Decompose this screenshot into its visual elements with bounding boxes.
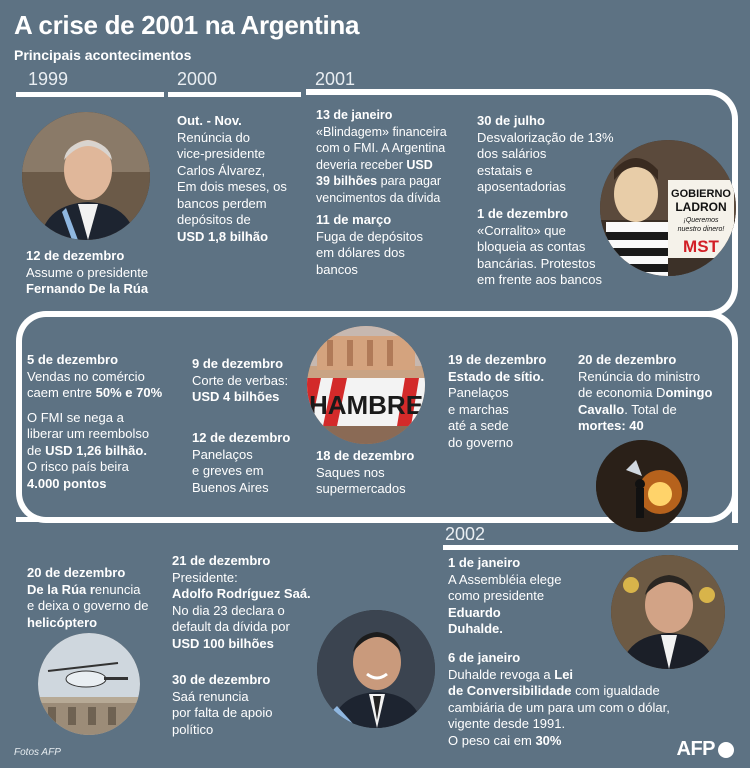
afp-logo-dot bbox=[718, 742, 734, 758]
event-text: cambiária de um para um com o dólar, bbox=[448, 699, 670, 715]
event-date: 19 de dezembro bbox=[448, 352, 547, 367]
event-text: caem entre bbox=[27, 385, 96, 400]
event-text: Panelaços bbox=[192, 446, 253, 462]
event-2001-12-19 bbox=[448, 352, 570, 451]
event-date: 1 de dezembro bbox=[477, 206, 569, 221]
event-2002-01-06 bbox=[448, 650, 728, 749]
event-text: do governo bbox=[448, 434, 514, 450]
event-2001-07-30 bbox=[477, 113, 637, 196]
event-text: Estado de sítio. bbox=[448, 368, 545, 384]
year-line-2000 bbox=[168, 92, 301, 97]
event-text-bold: USD 1,26 bilhão. bbox=[45, 442, 147, 458]
event-text: vencimentos da dívida bbox=[316, 190, 441, 205]
event-text: político bbox=[172, 721, 214, 737]
event-text: mortes: 40 bbox=[578, 418, 644, 433]
event-text: USD 1,8 bilhão bbox=[177, 228, 269, 244]
event-text: Saá renuncia bbox=[172, 688, 249, 704]
event-2001-12-09 bbox=[192, 356, 310, 406]
event-text: enuncia bbox=[94, 581, 141, 597]
event-1999-12-12 bbox=[26, 248, 186, 298]
event-date: 11 de março bbox=[316, 212, 392, 227]
event-text: 4.000 pontos bbox=[27, 475, 107, 491]
afp-logo-text: AFP bbox=[676, 738, 715, 760]
event-date: 12 de dezembro bbox=[192, 430, 291, 445]
event-text: dos salários bbox=[477, 146, 547, 161]
year-2000: 2000 bbox=[177, 69, 218, 89]
event-text: Desvalorização de 13% bbox=[477, 129, 614, 145]
event-text: por falta de apoio bbox=[172, 705, 273, 720]
event-2001-12-18 bbox=[316, 448, 441, 498]
event-text: Carlos Álvarez, bbox=[177, 162, 266, 178]
event-2001-12-30 bbox=[172, 672, 312, 738]
event-date: 5 de dezembro bbox=[27, 352, 119, 367]
event-text-bold: Cavallo bbox=[578, 401, 625, 417]
event-text: Vendas no comércio bbox=[27, 368, 145, 384]
photo-rodriguez-saa bbox=[317, 610, 435, 728]
protest-sign-text-5: MST bbox=[683, 237, 719, 256]
event-date: 9 de dezembro bbox=[192, 356, 284, 371]
photo-riot-fire bbox=[596, 440, 688, 532]
event-text: Adolfo Rodríguez Saá. bbox=[172, 586, 311, 601]
event-2001-12-20-cavallo bbox=[578, 352, 738, 435]
event-text: default da dívida por bbox=[172, 619, 290, 634]
event-text-bold: omingo bbox=[665, 385, 713, 400]
year-line-1999 bbox=[16, 92, 164, 97]
page-subtitle: Principais acontecimentos bbox=[14, 47, 192, 63]
event-text: até a sede bbox=[448, 418, 509, 433]
event-text: USD 4 bilhões bbox=[192, 389, 280, 404]
event-text: e greves em bbox=[192, 463, 264, 478]
event-text: No dia 23 declara o bbox=[172, 602, 285, 618]
event-text: para pagar bbox=[377, 174, 442, 188]
event-text: com igualdade bbox=[571, 683, 660, 698]
event-text: Assume o presidente bbox=[26, 264, 149, 280]
event-text: A Assembléia elege bbox=[448, 571, 562, 587]
event-text: helicóptero bbox=[27, 614, 98, 630]
event-text: Fuga de depósitos bbox=[316, 228, 423, 244]
event-date: 20 de dezembro bbox=[27, 565, 126, 580]
event-text: Presidente: bbox=[172, 569, 238, 585]
event-text: bloqueia as contas bbox=[477, 239, 586, 254]
event-text: de economia D bbox=[578, 385, 666, 400]
event-text: bancárias. Protestos bbox=[477, 255, 596, 271]
event-text: de bbox=[27, 442, 46, 458]
event-text: estatais e bbox=[477, 162, 533, 178]
event-date: Out. - Nov. bbox=[177, 113, 242, 128]
event-2001-01-13 bbox=[316, 107, 476, 206]
event-date: 20 de dezembro bbox=[578, 352, 677, 367]
event-text-bold: Lei bbox=[554, 666, 574, 682]
photo-credit: Fotos AFP bbox=[14, 747, 61, 758]
event-text: depósitos de bbox=[177, 212, 251, 227]
event-text: deveria receber bbox=[316, 157, 407, 172]
photo-rodriguez-saa-image bbox=[317, 610, 435, 728]
protest-sign-text-2: LADRON bbox=[675, 200, 727, 214]
event-date: 30 de julho bbox=[477, 113, 545, 128]
event-text-bold: 39 bilhões bbox=[316, 174, 378, 188]
event-text: «Blindagem» financeira bbox=[316, 124, 447, 139]
event-text: Corte de verbas: bbox=[192, 372, 289, 388]
hambre-text: HAMBRE bbox=[308, 390, 424, 420]
event-2001-12-01 bbox=[477, 206, 627, 289]
event-text: Duhalde revoga a bbox=[448, 666, 555, 682]
event-text: Buenos Aires bbox=[192, 479, 269, 495]
event-text-bold: USD bbox=[406, 157, 433, 172]
event-date: 13 de janeiro bbox=[316, 108, 393, 122]
event-text: e deixa o governo de bbox=[27, 598, 149, 613]
event-date: 30 de dezembro bbox=[172, 672, 271, 687]
year-2001: 2001 bbox=[315, 69, 356, 89]
event-2001-12-12 bbox=[192, 430, 310, 496]
protest-sign-text-3: ¡Queremos bbox=[683, 217, 719, 224]
event-text: USD 100 bilhões bbox=[172, 635, 274, 651]
event-2001-12-21 bbox=[172, 553, 332, 652]
event-text: em frente aos bancos bbox=[477, 272, 603, 287]
photo-helicopter-image bbox=[38, 633, 140, 735]
protest-sign-text-1: GOBIERNO bbox=[671, 188, 731, 200]
photo-helicopter bbox=[38, 633, 140, 735]
event-text: Renúncia do bbox=[177, 129, 250, 145]
event-text: Eduardo bbox=[448, 604, 501, 620]
event-2001-03-11 bbox=[316, 212, 466, 278]
event-text: Panelaços bbox=[448, 385, 509, 400]
event-text: bancos perdem bbox=[177, 195, 267, 211]
event-text: vice-presidente bbox=[177, 146, 266, 161]
event-date: 12 de dezembro bbox=[26, 248, 125, 263]
event-text: «Corralito» que bbox=[477, 222, 566, 238]
year-1999: 1999 bbox=[28, 69, 69, 89]
photo-hambre-banner bbox=[307, 326, 425, 444]
timeline-segment-5 bbox=[16, 517, 426, 522]
year-line-2002 bbox=[443, 545, 738, 550]
event-date: 18 de dezembro bbox=[316, 448, 415, 463]
year-2002: 2002 bbox=[445, 524, 486, 544]
photo-de-la-rua bbox=[22, 112, 150, 240]
event-text: supermercados bbox=[316, 481, 406, 496]
event-text: Duhalde. bbox=[448, 621, 503, 636]
event-text: O peso cai em bbox=[448, 732, 536, 748]
event-date: 21 de dezembro bbox=[172, 553, 271, 568]
event-text: Fernando De la Rúa bbox=[26, 281, 149, 296]
event-text: Em dois meses, os bbox=[177, 179, 287, 194]
event-2001-12-05 bbox=[27, 352, 187, 492]
afp-logo bbox=[677, 738, 735, 761]
event-2000-out-nov bbox=[177, 113, 307, 245]
event-text: liberar um reembolso bbox=[27, 426, 150, 441]
protest-sign-text-4: nuestro dinero! bbox=[677, 226, 725, 233]
event-text: e marchas bbox=[448, 401, 509, 417]
photo-riot-image bbox=[596, 440, 688, 532]
event-date: 6 de janeiro bbox=[448, 650, 521, 665]
event-text: Saques nos bbox=[316, 464, 385, 480]
event-text: em dólares dos bbox=[316, 245, 405, 260]
event-text: bancos bbox=[316, 261, 358, 277]
event-text: aposentadorias bbox=[477, 179, 566, 194]
event-text: vigente desde 1991. bbox=[448, 716, 566, 731]
event-text-bold: 50% e 70% bbox=[95, 385, 163, 400]
event-text: O risco país beira bbox=[27, 459, 129, 474]
event-text-bold: De la Rúa r bbox=[27, 581, 95, 597]
event-text: com o FMI. A Argentina bbox=[316, 141, 446, 155]
event-2001-12-20-de-la-rua bbox=[27, 565, 167, 631]
photo-de-la-rua-image bbox=[22, 112, 150, 240]
page-title: A crise de 2001 na Argentina bbox=[14, 10, 360, 40]
event-text: Renúncia do ministro bbox=[578, 368, 701, 384]
event-text-bold: 30% bbox=[535, 732, 562, 748]
event-text: como presidente bbox=[448, 588, 545, 603]
event-text: . Total de bbox=[624, 401, 677, 417]
photo-hambre-image bbox=[307, 326, 425, 444]
event-text: O FMI se nega a bbox=[27, 409, 124, 425]
event-text-bold: de Conversibilidade bbox=[448, 683, 572, 698]
event-2002-01-01 bbox=[448, 555, 598, 638]
event-date: 1 de janeiro bbox=[448, 555, 521, 570]
